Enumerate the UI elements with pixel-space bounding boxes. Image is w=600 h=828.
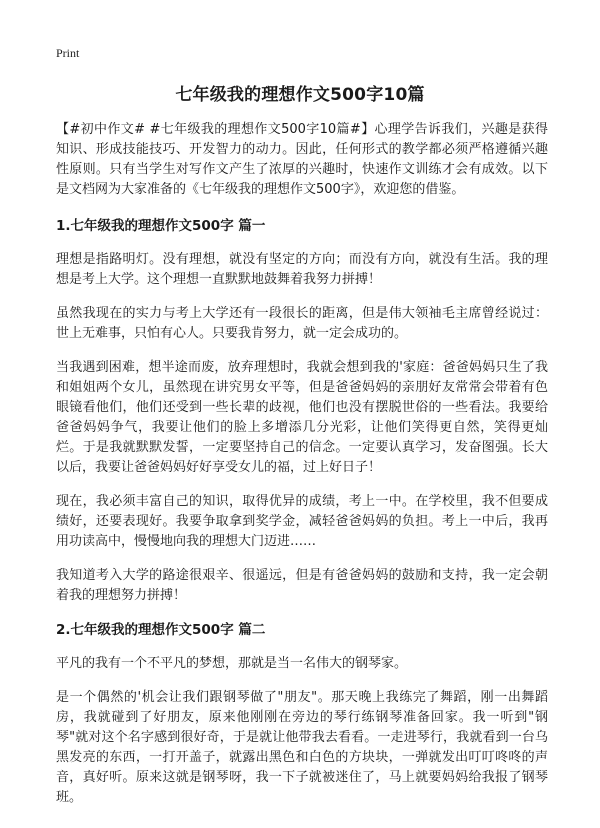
article-body — [56, 120, 548, 822]
intro-paragraph: 【#初中作文# #七年级我的理想作文500字10篇#】心理学告诉我们，兴趣是获得知识、形成技能技巧、开发智力的动力。因此，任何形式的教学都必须严格遵循兴趣性原则。只有当学生对写作文产生了浓厚的兴趣时，快速作文训练才会有成效。以下是文档网为大家准备的《七年级我的理想作文500字》，欢迎您的借鉴。 — [56, 122, 548, 197]
section-2-paragraph: 是一个偶然的'机会让我们跟钢琴做了"朋友"。那天晚上我练完了舞蹈，刚一出舞蹈房，我就碰到了好朋友，原来他刚刚在旁边的琴行练钢琴准备回家。我一听到"钢琴"就对这个名字感到很好奇，于是就让他带我去看看。一走进琴行，我就看到一台乌黑发亮的东西，一打开盖子，就露出黑色和白色的方块块，一弹就发出叮叮咚咚的声音，真好听。原来这就是钢琴呀，我一下子就被迷住了，马上就要妈妈给我报了钢琴班。 — [56, 690, 548, 805]
section-heading-1: 1.七年级我的理想作文500字 篇一 — [56, 218, 266, 234]
section-1-paragraph: 虽然我现在的实力与考上大学还有一段很长的距离，但是伟大领袖毛主席曾经说过：世上无难事，只怕有心人。只要我肯努力，就一定会成功的。 — [56, 306, 548, 341]
page-title: 七年级我的理想作文500字10篇 — [175, 85, 425, 105]
section-2-paragraph: 平凡的我有一个不平凡的梦想，那就是当一名伟大的钢琴家。 — [56, 656, 408, 671]
section-heading-2: 2.七年级我的理想作文500字 篇二 — [56, 622, 266, 638]
print-label: Print — [56, 46, 80, 60]
section-1-paragraph: 我知道考入大学的路途很艰辛、很遥远，但是有爸爸妈妈的鼓励和支持，我一定会朝着我的理想努力拼搏！ — [56, 568, 548, 603]
section-1-paragraph: 理想是指路明灯。没有理想，就没有坚定的方向；而没有方向，就没有生活。我的理想是考上大学。这个理想一直默默地鼓舞着我努力拼搏！ — [56, 252, 548, 287]
section-1-paragraph: 当我遇到困难，想半途而废，放弃理想时，我就会想到我的'家庭：爸爸妈妈只生了我和姐姐两个女儿，虽然现在讲究男女平等，但是爸爸妈妈的亲朋好友常常会带着有色眼镜看他们，他们还受到一些长辈的歧视，他们也没有摆脱世俗的一些看法。我要给爸爸妈妈争气，我要让他们的脸上多增添几分光彩，让他们笑得更自然，笑得更灿烂。于是我就默默发誓，一定要坚持自己的信念。一定要认真学习，发奋图强。长大以后，我要让爸爸妈妈好好享受女儿的福，过上好日子！ — [56, 360, 548, 475]
section-1-paragraph: 现在，我必须丰富自己的知识，取得优异的成绩，考上一中。在学校里，我不但要成绩好，还要表现好。我要争取拿到奖学金，减轻爸爸妈妈的负担。考上一中后，我再用功读高中，慢慢地向我的理想大门迈进…… — [56, 494, 548, 549]
